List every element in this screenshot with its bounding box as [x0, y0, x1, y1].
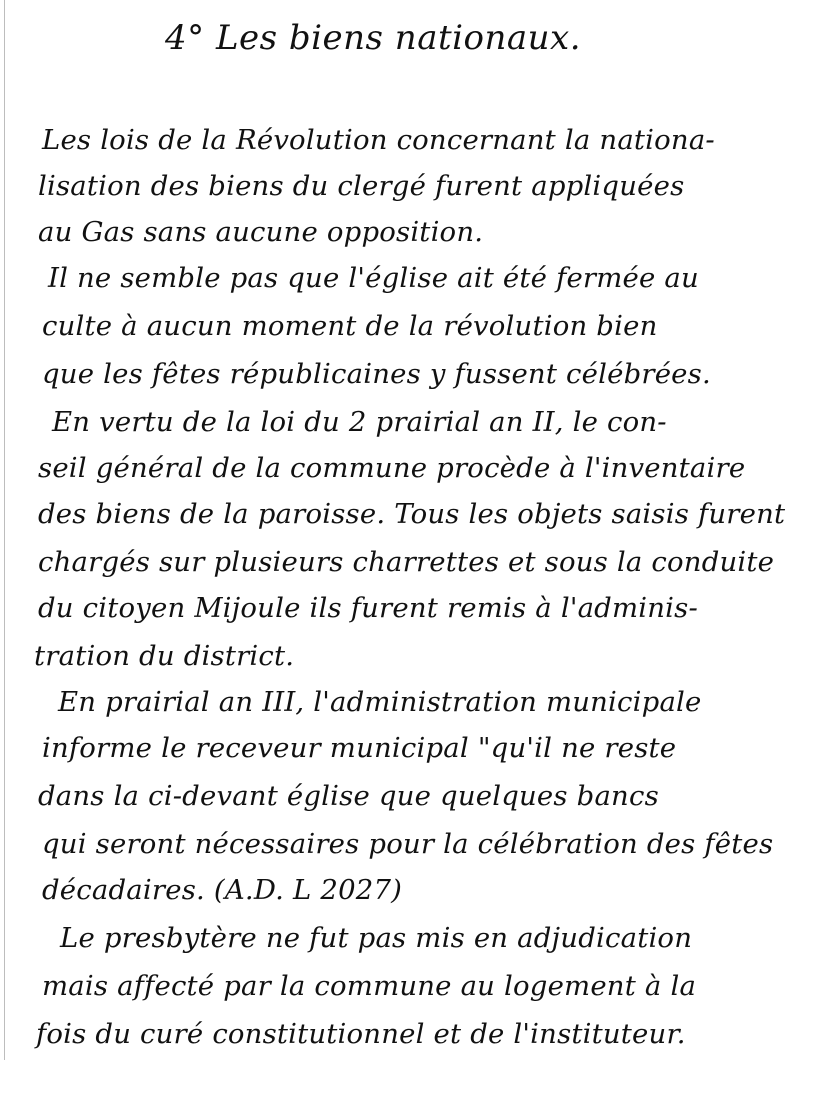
text-line-4: Il ne semble pas que l'église ait été fermée au — [48, 262, 699, 294]
text-line-1: Les lois de la Révolution concernant la nationa- — [42, 124, 715, 156]
text-line-8: seil général de la commune procède à l'inventaire — [38, 452, 746, 484]
text-line-19: mais affecté par la commune au logement à la — [42, 970, 697, 1002]
text-line-10: chargés sur plusieurs charrettes et sous la conduite — [38, 546, 775, 578]
text-line-13: En prairial an III, l'administration municipale — [58, 686, 702, 718]
text-line-7: En vertu de la loi du 2 prairial an II, le con- — [52, 406, 667, 438]
page-left-edge — [4, 0, 5, 1060]
text-line-9: des biens de la paroisse. Tous les objets saisis furent — [38, 498, 786, 530]
text-line-20: fois du curé constitutionnel et de l'instituteur. — [36, 1018, 686, 1050]
text-line-2: lisation des biens du clergé furent appliquées — [38, 170, 685, 202]
text-line-12: tration du district. — [34, 640, 295, 672]
text-line-17: décadaires. (A.D. L 2027) — [42, 874, 403, 906]
text-line-3: au Gas sans aucune opposition. — [38, 216, 484, 248]
text-line-16: qui seront nécessaires pour la célébration des fêtes — [42, 828, 774, 860]
text-line-15: dans la ci-devant église que quelques bancs — [38, 780, 659, 812]
page-title: 4° Les biens nationaux. — [165, 18, 582, 58]
text-line-5: culte à aucun moment de la révolution bien — [42, 310, 658, 342]
text-line-11: du citoyen Mijoule ils furent remis à l'adminis- — [38, 592, 698, 624]
text-line-14: informe le receveur municipal "qu'il ne reste — [42, 732, 677, 764]
text-line-6: que les fêtes républicaines y fussent célébrées. — [42, 358, 711, 390]
text-line-18: Le presbytère ne fut pas mis en adjudication — [60, 922, 693, 954]
